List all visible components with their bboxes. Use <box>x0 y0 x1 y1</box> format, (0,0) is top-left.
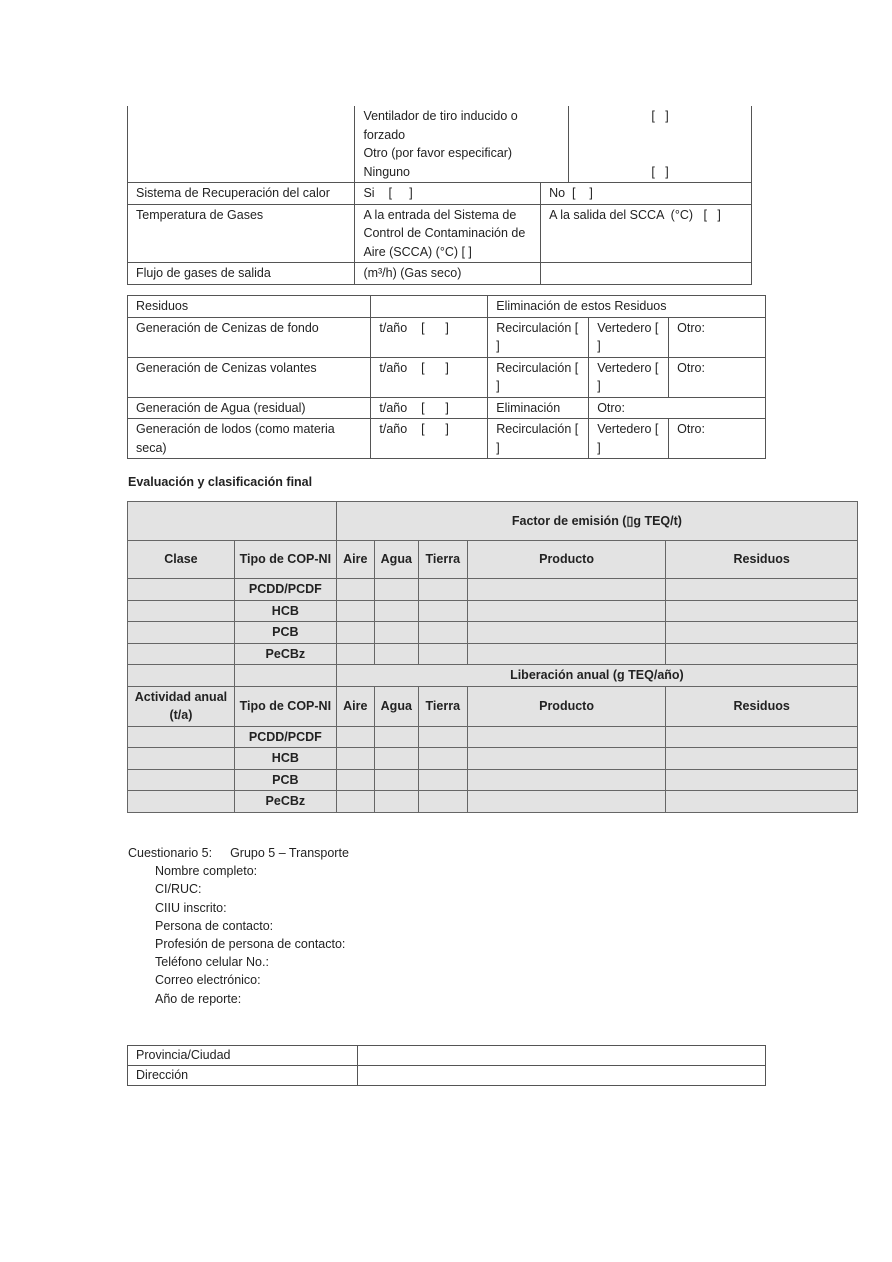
header-empty <box>128 502 337 541</box>
value-cell[interactable] <box>418 643 467 665</box>
value-cell[interactable] <box>418 748 467 770</box>
header-empty <box>371 296 488 318</box>
recirculation-checkbox[interactable]: Recirculación [ ] <box>488 357 589 397</box>
value-cell[interactable] <box>418 622 467 644</box>
compound-cell: HCB <box>234 600 336 622</box>
value-cell[interactable] <box>336 643 374 665</box>
value-cell[interactable] <box>418 579 467 601</box>
table-row <box>128 263 752 285</box>
location-table <box>127 1045 766 1086</box>
header-empty <box>128 665 235 687</box>
table-row <box>128 726 858 748</box>
header-empty <box>234 665 336 687</box>
header-tipo: Tipo de COP-NI <box>234 686 336 726</box>
table-header-row <box>128 686 858 726</box>
activity-cell[interactable] <box>128 726 235 748</box>
value-cell[interactable] <box>418 769 467 791</box>
value-cell[interactable] <box>467 643 666 665</box>
evaluation-table <box>127 501 858 813</box>
table-header-row <box>128 541 858 579</box>
table-row <box>128 1066 766 1086</box>
value-cell[interactable] <box>666 748 858 770</box>
table-row <box>128 397 766 419</box>
value-cell[interactable] <box>418 791 467 813</box>
header-elimination: Eliminación de estos Residuos <box>488 296 766 318</box>
header-agua: Agua <box>374 541 418 579</box>
landfill-checkbox[interactable]: Vertedero [ ] <box>589 317 669 357</box>
other-field[interactable]: Otro: <box>669 357 766 397</box>
value-cell[interactable] <box>336 748 374 770</box>
value-cell[interactable] <box>374 622 418 644</box>
compound-cell: PCDD/PCDF <box>234 579 336 601</box>
option-none: Ninguno <box>363 164 411 179</box>
gas-flow-unit: (m³/h) (Gas seco) <box>355 263 541 285</box>
row-label: Flujo de gases de salida <box>128 263 355 285</box>
other-field[interactable]: Otro: <box>589 397 766 419</box>
row-label: Provincia/Ciudad <box>128 1046 358 1066</box>
row-label: Temperatura de Gases <box>128 204 355 263</box>
value-cell[interactable] <box>374 769 418 791</box>
questionnaire-group: Grupo 5 – Transporte <box>230 846 349 860</box>
value-cell[interactable] <box>666 579 858 601</box>
compound-cell: PCB <box>234 622 336 644</box>
row-label: Generación de Agua (residual) <box>128 397 371 419</box>
residues-table <box>127 295 766 459</box>
header-tipo: Tipo de COP-NI <box>234 541 336 579</box>
table-row <box>128 106 752 183</box>
unit-input[interactable]: t/año [ ] <box>371 397 488 419</box>
recirculation-checkbox[interactable]: Recirculación [ ] <box>488 419 589 459</box>
questionnaire <box>128 844 349 1008</box>
row-label: Generación de Cenizas de fondo <box>128 317 371 357</box>
table-row <box>128 622 858 644</box>
table-row <box>128 769 858 791</box>
table-row <box>128 357 766 397</box>
header-aire: Aire <box>336 686 374 726</box>
table-row <box>128 419 766 459</box>
value-cell[interactable] <box>666 643 858 665</box>
header-residuos: Residuos <box>666 686 858 726</box>
questionnaire-title <box>128 844 349 862</box>
header-tierra: Tierra <box>418 686 467 726</box>
other-field[interactable]: Otro: <box>669 419 766 459</box>
table-row <box>128 183 752 205</box>
header-residuos: Residuos <box>128 296 371 318</box>
value-cell[interactable] <box>336 791 374 813</box>
row-label: Generación de lodos (como materia seca) <box>128 419 371 459</box>
value-cell[interactable] <box>374 726 418 748</box>
gas-temp-outlet[interactable]: A la salida del SCCA (°C) [ ] <box>541 204 752 263</box>
value-cell[interactable] <box>666 622 858 644</box>
row-label: Dirección <box>128 1066 358 1086</box>
table-header-row <box>128 502 858 541</box>
option-fan: Ventilador de tiro inducido o forzado <box>363 109 518 142</box>
annual-release-header: Liberación anual (g TEQ/año) <box>336 665 857 687</box>
field-email[interactable]: Correo electrónico: <box>155 973 261 988</box>
unit-input[interactable]: t/año [ ] <box>371 419 488 459</box>
header-actividad: Actividad anual (t/a) <box>128 686 235 726</box>
unit-input[interactable]: t/año [ ] <box>371 357 488 397</box>
header-aire: Aire <box>336 541 374 579</box>
questionnaire-number: Cuestionario 5: <box>128 846 213 860</box>
value-cell[interactable] <box>374 600 418 622</box>
value-cell[interactable] <box>467 748 666 770</box>
field-contact-profession[interactable]: Profesión de persona de contacto: <box>155 937 346 952</box>
header-agua: Agua <box>374 686 418 726</box>
activity-cell[interactable] <box>128 769 235 791</box>
table-header-row <box>128 665 858 687</box>
table-row <box>128 791 858 813</box>
header-producto: Producto <box>467 541 666 579</box>
table-row <box>128 204 752 263</box>
landfill-checkbox[interactable]: Vertedero [ ] <box>589 419 669 459</box>
heat-recovery-yes[interactable]: Si [ ] <box>355 183 541 205</box>
header-clase: Clase <box>128 541 235 579</box>
value-cell[interactable] <box>336 600 374 622</box>
compound-cell: PCDD/PCDF <box>234 726 336 748</box>
clase-cell[interactable] <box>128 600 235 622</box>
value-cell[interactable] <box>418 600 467 622</box>
fan-checkboxes-cell <box>569 106 752 183</box>
value-cell[interactable] <box>666 600 858 622</box>
option-other: Otro (por favor especificar) <box>363 146 513 160</box>
section-title: Evaluación y clasificación final <box>128 475 313 489</box>
address-input[interactable] <box>357 1066 765 1086</box>
table-row <box>128 748 858 770</box>
value-cell[interactable] <box>336 726 374 748</box>
header-producto: Producto <box>467 686 666 726</box>
compound-cell: PCB <box>234 769 336 791</box>
value-cell[interactable] <box>467 600 666 622</box>
value-cell[interactable] <box>467 791 666 813</box>
table-row <box>128 600 858 622</box>
field-ciiu[interactable]: CIIU inscrito: <box>155 900 227 915</box>
gas-flow-value[interactable] <box>541 263 752 285</box>
value-cell[interactable] <box>374 579 418 601</box>
value-cell[interactable] <box>374 791 418 813</box>
clase-cell[interactable] <box>128 643 235 665</box>
row-label: Sistema de Recuperación del calor <box>128 183 355 205</box>
gas-temp-inlet[interactable]: A la entrada del Sistema de Control de Contaminación de Aire (SCCA) (°C) [ ] <box>355 204 541 263</box>
field-phone[interactable]: Teléfono celular No.: <box>155 955 269 970</box>
clase-cell[interactable] <box>128 579 235 601</box>
value-cell[interactable] <box>666 726 858 748</box>
heat-recovery-no[interactable]: No [ ] <box>541 183 752 205</box>
table-row <box>128 579 858 601</box>
table-row <box>128 1046 766 1066</box>
field-report-year[interactable]: Año de reporte: <box>155 991 242 1006</box>
value-cell[interactable] <box>418 726 467 748</box>
fan-options-cell <box>355 106 569 183</box>
activity-cell[interactable] <box>128 748 235 770</box>
row-label: Generación de Cenizas volantes <box>128 357 371 397</box>
value-cell[interactable] <box>336 769 374 791</box>
table-row <box>128 317 766 357</box>
other-field[interactable]: Otro: <box>669 317 766 357</box>
value-cell[interactable] <box>666 769 858 791</box>
landfill-checkbox[interactable]: Vertedero [ ] <box>589 357 669 397</box>
value-cell[interactable] <box>336 622 374 644</box>
value-cell[interactable] <box>467 579 666 601</box>
table-header-row <box>128 296 766 318</box>
compound-cell: PeCBz <box>234 643 336 665</box>
value-cell[interactable] <box>336 579 374 601</box>
value-cell[interactable] <box>467 622 666 644</box>
clase-cell[interactable] <box>128 622 235 644</box>
recirculation-checkbox[interactable]: Recirculación [ ] <box>488 317 589 357</box>
value-cell[interactable] <box>374 643 418 665</box>
emission-factor-header: Factor de emisión (▯g TEQ/t) <box>336 502 857 541</box>
elimination-field[interactable]: Eliminación <box>488 397 589 419</box>
unit-input[interactable]: t/año [ ] <box>371 317 488 357</box>
value-cell[interactable] <box>374 748 418 770</box>
value-cell[interactable] <box>666 791 858 813</box>
compound-cell: PeCBz <box>234 791 336 813</box>
province-city-input[interactable] <box>357 1046 765 1066</box>
field-full-name[interactable]: Nombre completo: <box>155 864 258 879</box>
header-tierra: Tierra <box>418 541 467 579</box>
field-contact-person[interactable]: Persona de contacto: <box>155 918 274 933</box>
value-cell[interactable] <box>467 769 666 791</box>
empty-label-cell <box>128 106 355 183</box>
field-ci-ruc[interactable]: CI/RUC: <box>155 882 202 897</box>
gas-system-table <box>127 106 752 285</box>
activity-cell[interactable] <box>128 791 235 813</box>
value-cell[interactable] <box>467 726 666 748</box>
checkbox-none[interactable]: [ ] <box>651 164 669 179</box>
compound-cell: HCB <box>234 748 336 770</box>
checkbox-fan[interactable]: [ ] <box>651 109 669 123</box>
table-row <box>128 643 858 665</box>
header-residuos: Residuos <box>666 541 858 579</box>
